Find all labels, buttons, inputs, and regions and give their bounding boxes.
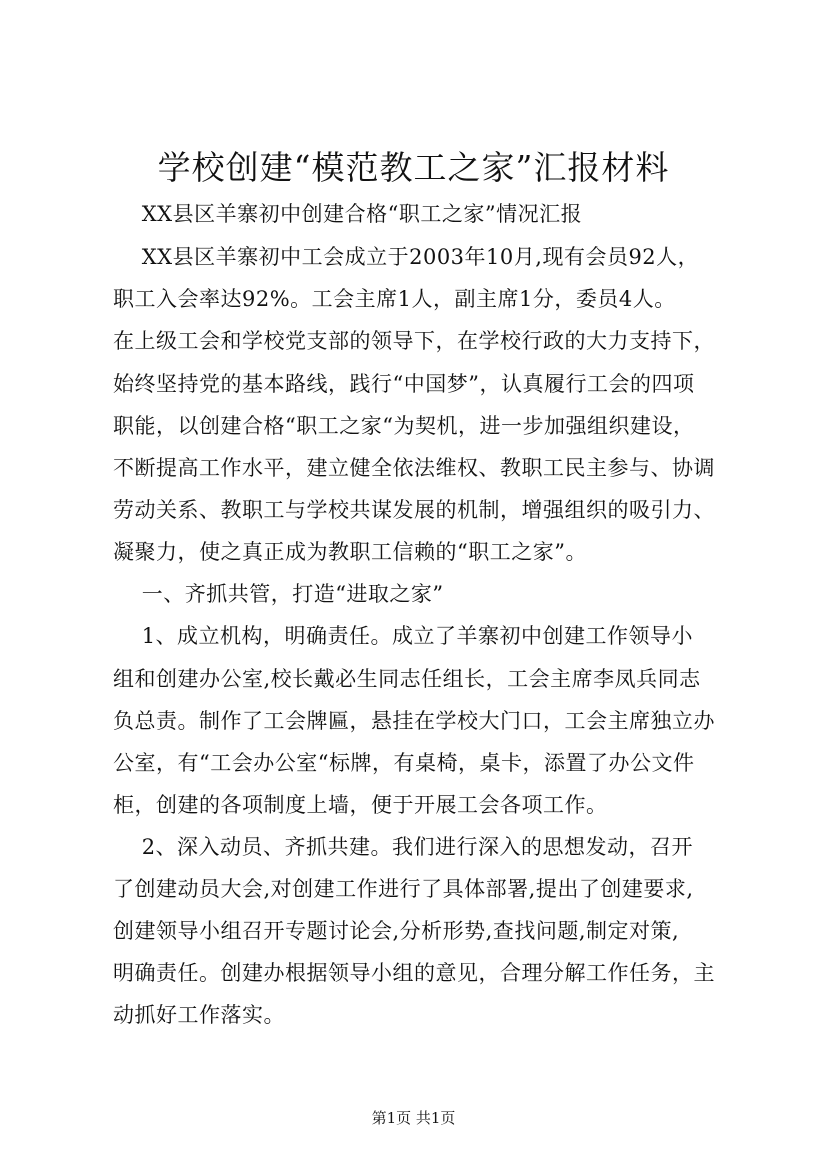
paragraph-line: XX县区羊寨初中创建合格“职工之家”情况汇报 [113, 202, 583, 226]
paragraph-line: 柜，创建的各项制度上墙，便于开展工会各项工作。 [113, 793, 608, 817]
paragraph-line: 1、成立机构，明确责任。成立了羊寨初中创建工作领导小 [113, 624, 694, 648]
document-title: 学校创建“模范教工之家”汇报材料 [157, 148, 670, 187]
paragraph-line: 公室，有“工会办公室“标牌，有桌椅，桌卡，添置了办公文件 [113, 751, 695, 775]
paragraph-line: 组和创建办公室,校长戴必生同志任组长，工会主席李凤兵同志 [113, 667, 701, 691]
paragraph-line: 明确责任。创建办根据领导小组的意见，合理分解工作任务，主 [113, 961, 715, 985]
paragraph-line: 劳动关系、教职工与学校共谋发展的机制，增强组织的吸引力、 [113, 498, 715, 522]
paragraph-line: 2、深入动员、齐抓共建。我们进行深入的思想发动，召开 [113, 835, 694, 859]
paragraph-line: 职能，以创建合格“职工之家“为契机，进一步加强组织建设， [113, 414, 695, 438]
page-number-footer: 第1页 共1页 [371, 1109, 456, 1127]
paragraph-line: 凝聚力，使之真正成为教职工信赖的“职工之家”。 [113, 540, 587, 564]
paragraph-line: 始终坚持党的基本路线，践行“中国梦”，认真履行工会的四项 [113, 372, 695, 396]
paragraph-line: 不断提高工作水平，建立健全依法维权、教职工民主参与、协调 [113, 456, 715, 480]
paragraph-line: 动抓好工作落实。 [113, 1003, 285, 1027]
paragraph-line: 在上级工会和学校党支部的领导下，在学校行政的大力支持下， [113, 329, 715, 353]
paragraph-line: XX县区羊寨初中工会成立于2003年10月,现有会员92人， [113, 245, 700, 269]
paragraph-line: 职工入会率达92%。工会主席1人，副主席1分，委员4人。 [113, 287, 676, 311]
paragraph-line: 创建领导小组召开专题讨论会,分析形势,查找问题,制定对策, [113, 919, 680, 943]
paragraph-line: 了创建动员大会,对创建工作进行了具体部署,提出了创建要求, [113, 877, 694, 901]
section-heading: 一、齐抓共管，打造“进取之家” [113, 582, 444, 606]
paragraph-line: 负总责。制作了工会牌匾，悬挂在学校大门口，工会主席独立办 [113, 709, 715, 733]
